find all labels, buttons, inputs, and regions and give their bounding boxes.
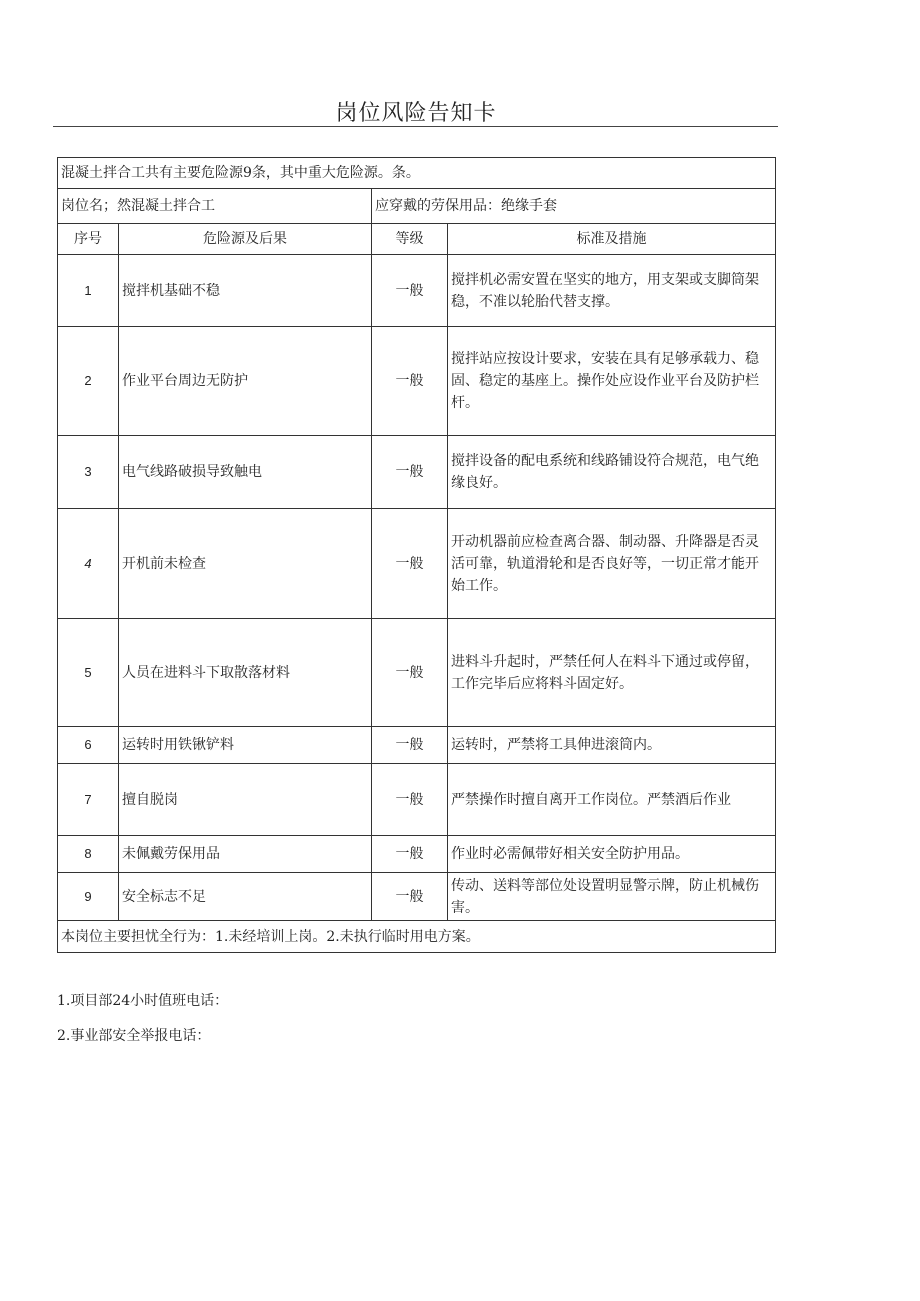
row-level: 一般 (372, 509, 448, 619)
row-hazard: 搅拌机基础不稳 (119, 255, 372, 327)
table-row (58, 509, 776, 619)
table-row (58, 619, 776, 727)
row-hazard: 作业平台周边无防护 (119, 327, 372, 436)
row-no: 6 (58, 727, 119, 764)
row-hazard: 人员在进料斗下取散落材料 (119, 619, 372, 727)
header-level: 等级 (372, 224, 448, 255)
row-measure: 作业时必需佩带好相关安全防护用品。 (448, 836, 776, 873)
row-measure: 搅拌机必需安置在坚实的地方，用支架或支脚筒架稳，不准以轮胎代替支撑。 (448, 255, 776, 327)
row-level: 一般 (372, 327, 448, 436)
row-no: 3 (58, 436, 119, 509)
table-row (58, 327, 776, 436)
row-measure: 严禁操作时擅自离开工作岗位。严禁酒后作业 (448, 764, 776, 836)
header-row (58, 224, 776, 255)
row-level: 一般 (372, 255, 448, 327)
row-measure: 开动机器前应检查离合器、制动器、升降器是否灵活可靠，轨道滑轮和是否良好等，一切正常才能开始工作。 (448, 509, 776, 619)
table-row (58, 727, 776, 764)
row-hazard: 未佩戴劳保用品 (119, 836, 372, 873)
hotline-line: 1.项目部24小时值班电话： (57, 993, 229, 1009)
risk-table (57, 157, 776, 953)
row-hazard: 擅自脱岗 (119, 764, 372, 836)
row-measure: 搅拌设备的配电系统和线路铺设符合规范，电气绝缘良好。 (448, 436, 776, 509)
report-line: 2.事业部安全举报电话： (57, 1028, 211, 1044)
header-no: 序号 (58, 224, 119, 255)
table-row (58, 873, 776, 921)
row-no: 5 (58, 619, 119, 727)
row-level: 一般 (372, 764, 448, 836)
row-hazard: 开机前未检查 (119, 509, 372, 619)
row-hazard: 电气线路破损导致触电 (119, 436, 372, 509)
row-measure: 传动、送料等部位处设置明显警示牌，防止机械伤害。 (448, 873, 776, 921)
row-level: 一般 (372, 873, 448, 921)
unsafe-behavior-note: 本岗位主要担忧全行为：1.未经培训上岗。2.未执行临时用电方案。 (58, 921, 776, 953)
table-row (58, 836, 776, 873)
row-measure: 进料斗升起时，严禁任何人在料斗下通过或停留，工作完毕后应将料斗固定好。 (448, 619, 776, 727)
row-no: 8 (58, 836, 119, 873)
header-measure: 标准及措施 (448, 224, 776, 255)
row-no: 2 (58, 327, 119, 436)
row-no: 7 (58, 764, 119, 836)
summary-cell: 混凝土拌合工共有主要危险源9条，其中重大危险源。条。 (58, 158, 776, 189)
header-hazard: 危险源及后果 (119, 224, 372, 255)
row-level: 一般 (372, 836, 448, 873)
post-name-cell: 岗位名；然混凝土拌合工 (58, 189, 372, 224)
title-underline (53, 126, 778, 127)
table-row (58, 255, 776, 327)
row-level: 一般 (372, 727, 448, 764)
post-row (58, 189, 776, 224)
row-no: 4 (58, 509, 119, 619)
row-no: 1 (58, 255, 119, 327)
row-measure: 运转时，严禁将工具伸进滚筒内。 (448, 727, 776, 764)
row-level: 一般 (372, 436, 448, 509)
row-hazard: 运转时用铁锹铲料 (119, 727, 372, 764)
row-level: 一般 (372, 619, 448, 727)
row-hazard: 安全标志不足 (119, 873, 372, 921)
table-row (58, 436, 776, 509)
note-row (58, 921, 776, 953)
row-no: 9 (58, 873, 119, 921)
page-title: 岗位风险告知卡 (335, 101, 497, 126)
table-row (58, 764, 776, 836)
summary-row (58, 158, 776, 189)
row-measure: 搅拌站应按设计要求，安装在具有足够承载力、稳固、稳定的基座上。操作处应设作业平台及防护栏杆。 (448, 327, 776, 436)
ppe-cell: 应穿戴的劳保用品：绝缘手套 (372, 189, 776, 224)
